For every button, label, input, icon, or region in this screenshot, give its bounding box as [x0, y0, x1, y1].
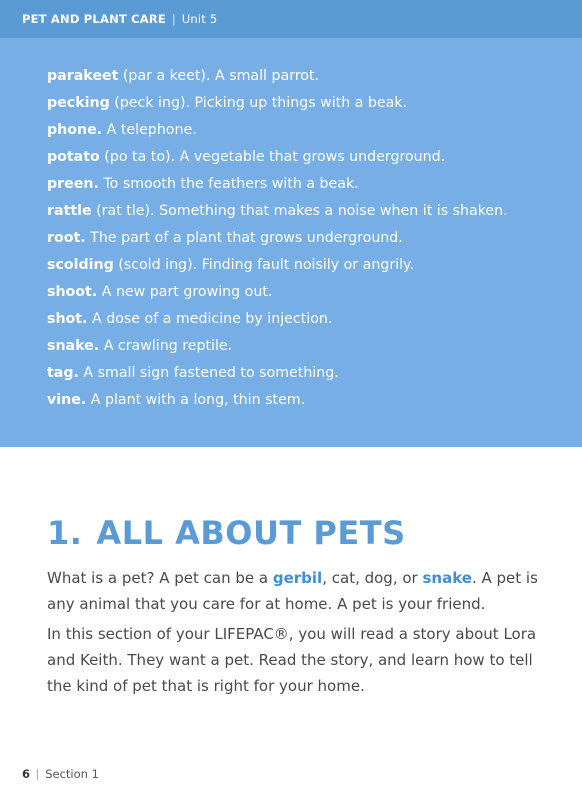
vocabulary-entry: [47, 254, 508, 281]
vocabulary-definition: A new part growing out.: [97, 284, 273, 300]
vocabulary-term: tag.: [47, 365, 79, 381]
intro-text-a: What is a pet? A pet can be a: [47, 569, 273, 587]
vocabulary-definition: Finding fault noisily or angrily.: [197, 257, 414, 273]
intro-paragraph: [47, 565, 552, 617]
vocabulary-entry: [47, 65, 508, 92]
vocabulary-entry: [47, 281, 508, 308]
vocabulary-entry: [47, 173, 508, 200]
vocabulary-term: phone.: [47, 122, 103, 138]
vocabulary-entry: [47, 227, 508, 254]
highlight-word-snake: snake: [422, 569, 472, 587]
header-separator: |: [171, 12, 176, 26]
vocabulary-definition: A dose of a medicine by injection.: [87, 311, 333, 327]
section-number: 1.: [47, 514, 83, 552]
vocabulary-definition: A vegetable that grows underground.: [175, 149, 446, 165]
vocabulary-list: [47, 65, 508, 416]
vocabulary-term: pecking: [47, 95, 110, 111]
header-title: PET AND PLANT CARE: [22, 12, 166, 26]
vocabulary-definition: A small parrot.: [210, 68, 320, 84]
page-footer: [22, 767, 99, 781]
vocabulary-pronunciation: (par a keet).: [118, 68, 211, 84]
vocabulary-pronunciation: (peck ing).: [109, 95, 191, 111]
intro-text-c: . A pet is any animal that you care for at home. A pet is your friend.: [47, 569, 538, 613]
vocabulary-pronunciation: (po ta to).: [99, 149, 176, 165]
vocabulary-definition: A small sign fastened to something.: [78, 365, 339, 381]
vocabulary-term: shoot.: [47, 284, 98, 300]
vocabulary-term: root.: [47, 230, 86, 246]
vocabulary-entry: [47, 389, 508, 416]
intro-text-b: , cat, dog, or: [322, 569, 423, 587]
vocabulary-entry: [47, 362, 508, 389]
vocabulary-entry: [47, 92, 508, 119]
vocabulary-definition: The part of a plant that grows underground.: [85, 230, 403, 246]
vocabulary-pronunciation: (scold ing).: [113, 257, 198, 273]
vocabulary-definition: To smooth the feathers with a beak.: [98, 176, 359, 192]
vocabulary-definition: Something that makes a noise when it is shaken.: [154, 203, 508, 219]
running-header: [22, 12, 217, 26]
vocabulary-term: preen.: [47, 176, 99, 192]
vocabulary-pronunciation: (rat tle).: [91, 203, 155, 219]
vocabulary-entry: [47, 308, 508, 335]
vocabulary-panel: [0, 38, 582, 447]
vocabulary-term: rattle: [47, 203, 92, 219]
section-title: ALL ABOUT PETS: [96, 514, 406, 552]
footer-separator: |: [35, 767, 40, 781]
story-paragraph: In this section of your LIFEPAC®, you will read a story about Lora and Keith. They want a pet. Read the story, and learn how to tell the kind of pet that is right for your home.: [47, 625, 537, 695]
vocabulary-definition: A telephone.: [102, 122, 197, 138]
vocabulary-term: vine.: [47, 392, 87, 408]
vocabulary-entry: [47, 200, 508, 227]
header-bar: [0, 0, 582, 38]
vocabulary-term: shot.: [47, 311, 88, 327]
vocabulary-entry: [47, 146, 508, 173]
header-unit: Unit 5: [181, 12, 218, 26]
footer-section: Section 1: [45, 767, 99, 781]
page-number: 6: [22, 767, 31, 781]
vocabulary-definition: A crawling reptile.: [99, 338, 233, 354]
vocabulary-entry: [47, 335, 508, 362]
vocabulary-term: scolding: [47, 257, 114, 273]
section-heading: [47, 514, 406, 552]
vocabulary-term: potato: [47, 149, 100, 165]
highlight-word-gerbil: gerbil: [272, 569, 323, 587]
vocabulary-definition: Picking up things with a beak.: [190, 95, 408, 111]
vocabulary-term: parakeet: [47, 68, 119, 84]
vocabulary-term: snake.: [47, 338, 100, 354]
vocabulary-definition: A plant with a long, thin stem.: [86, 392, 306, 408]
vocabulary-entry: [47, 119, 508, 146]
